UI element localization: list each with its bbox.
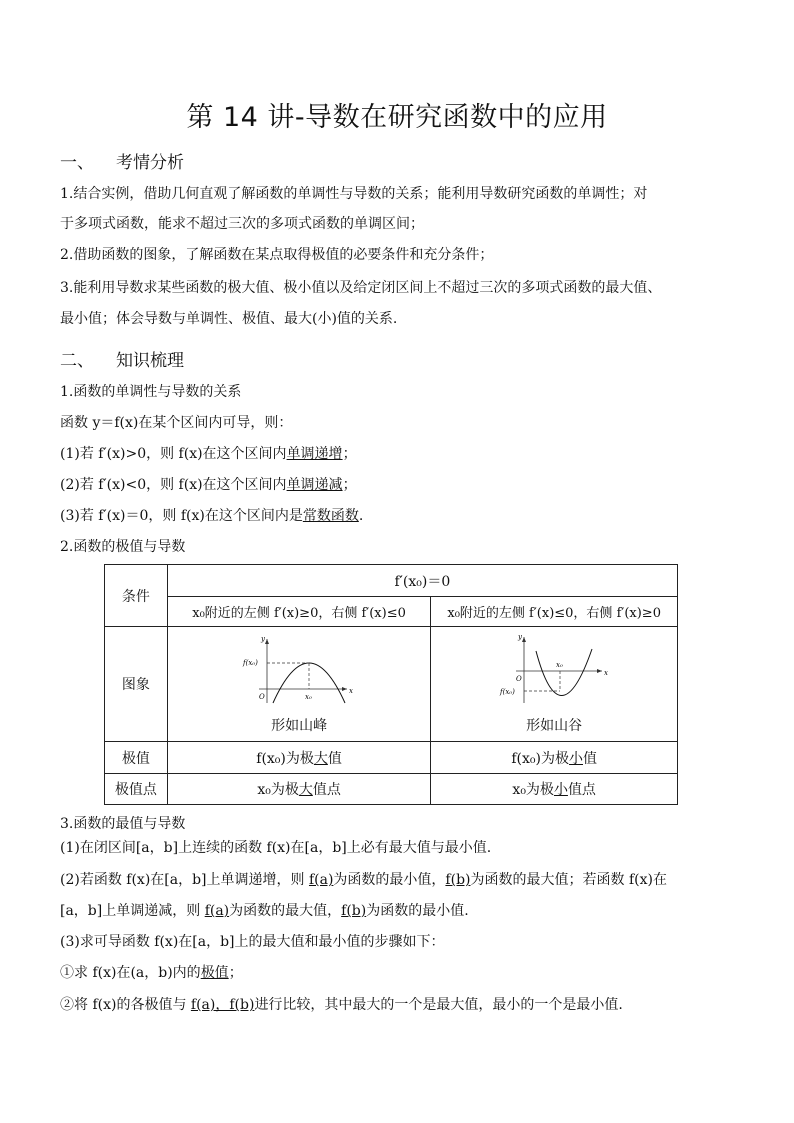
cell-text: f(x₀)为极 <box>511 750 569 767</box>
monotonic-item-3 <box>60 506 740 526</box>
cell-text: x₀为极 <box>257 782 299 798</box>
cell-answer: 大 <box>298 782 313 798</box>
item-answer: 单调递减 <box>286 477 343 493</box>
monotonic-item-1 <box>60 444 740 464</box>
subsection-title-extremum: 2.函数的极值与导数 <box>60 539 186 555</box>
x0-label: x₀ <box>305 693 312 701</box>
cell-text: 值 <box>582 750 597 767</box>
right-point <box>431 774 678 805</box>
line-text: ①求 f(x)在(a，b)内的 <box>60 965 201 981</box>
monotonic-item-2 <box>60 475 740 495</box>
condition-value: f′(x₀)＝0 <box>167 565 677 597</box>
section-heading-knowledge <box>60 346 184 371</box>
section-number: 一、 <box>60 153 94 173</box>
cell-text: 值点 <box>567 782 596 798</box>
fx0-label: f(x₀) <box>243 659 258 667</box>
line-text: 进行比较，其中最大的一个是最大值，最小的一个是最小值. <box>254 997 623 1013</box>
x-axis-arrow <box>597 669 602 673</box>
origin-label: O <box>259 693 265 701</box>
item-punct: ； <box>342 477 357 493</box>
left-point <box>167 774 431 805</box>
line-answer: f(a) <box>308 872 334 888</box>
item-punct: . <box>358 508 364 524</box>
x0-label: x₀ <box>556 661 563 669</box>
subsection-title-maxmin: 3.函数的最值与导数 <box>60 816 186 832</box>
item-text: (2)若 f′(x)<0，则 f(x)在这个区间内 <box>60 477 287 493</box>
valley-caption: 形如山谷 <box>526 718 583 734</box>
cell-text: 值点 <box>312 782 341 798</box>
valley-graph <box>484 631 624 711</box>
maxmin-line-5 <box>60 963 740 983</box>
analysis-line-3: 2.借助函数的图象，了解函数在某点取得极值的必要条件和充分条件； <box>60 247 494 263</box>
item-text: (3)若 f′(x)＝0，则 f(x)在这个区间内是 <box>60 508 303 524</box>
line-text: 为函数的最小值. <box>366 903 469 919</box>
line-text: (2)若函数 f(x)在[a，b]上单调递增，则 <box>60 872 309 888</box>
peak-graph-cell <box>167 627 431 742</box>
analysis-line-1: 1.结合实例，借助几何直观了解函数的单调性与导数的关系；能利用导数研究函数的单调性；对 <box>60 186 648 202</box>
cell-answer: 大 <box>313 750 328 767</box>
maxmin-line-2 <box>60 870 740 890</box>
page-title: 第 14 讲-导数在研究函数中的应用 <box>186 102 608 133</box>
line-answer: f(b) <box>341 903 367 919</box>
maxmin-line-3 <box>60 901 740 921</box>
line-answer: f(b) <box>445 872 471 888</box>
left-condition: x₀附近的左侧 f′(x)≥0，右侧 f′(x)≤0 <box>167 597 431 627</box>
section-number: 二、 <box>60 351 94 371</box>
valley-graph-cell <box>431 627 678 742</box>
origin-label: O <box>516 675 522 683</box>
y-label: y <box>518 633 523 641</box>
peak-caption: 形如山峰 <box>271 718 328 734</box>
line-text: 为函数的最大值， <box>229 903 342 919</box>
analysis-line-4: 3.能利用导数求某些函数的极大值、极小值以及给定闭区间上不超过三次的多项式函数的最大值、 <box>60 280 662 296</box>
analysis-line-2: 于多项式函数，能求不超过三次的多项式函数的单调区间； <box>60 216 424 232</box>
valley-curve <box>536 649 592 696</box>
extreme-label: 极值 <box>105 742 168 774</box>
item-answer: 常数函数 <box>302 508 359 524</box>
item-text: (1)若 f′(x)>0，则 f(x)在这个区间内 <box>60 446 287 462</box>
x-label: x <box>349 687 354 695</box>
cell-text: 值 <box>327 750 342 767</box>
cell-text: f(x₀)为极 <box>256 750 314 767</box>
item-punct: ； <box>342 446 357 462</box>
section-heading-analysis <box>60 148 184 173</box>
point-label: 极值点 <box>105 774 168 805</box>
analysis-line-5: 最小值；体会导数与单调性、极值、最大(小)值的关系. <box>60 311 398 327</box>
item-answer: 单调递增 <box>286 446 343 462</box>
line-text: [a，b]上单调递减，则 <box>60 903 205 919</box>
section-title: 考情分析 <box>116 153 184 173</box>
graph-label: 图象 <box>105 627 168 742</box>
maxmin-line-4: (3)求可导函数 f(x)在[a，b]上的最大值和最小值的步骤如下： <box>60 934 445 950</box>
maxmin-line-6 <box>60 995 740 1015</box>
line-answer: f(a)，f(b) <box>190 997 255 1013</box>
peak-graph <box>229 631 369 711</box>
line-answer: f(a) <box>204 903 230 919</box>
line-text: 为函数的最小值， <box>333 872 446 888</box>
monotonic-intro: 函数 y＝f(x)在某个区间内可导，则： <box>60 415 293 431</box>
x-axis-arrow <box>342 687 347 691</box>
right-extreme <box>431 742 678 774</box>
line-text: ②将 f(x)的各极值与 <box>60 997 191 1013</box>
y-axis-arrow <box>265 639 269 644</box>
y-label: y <box>261 635 266 643</box>
subsection-title-monotonic: 1.函数的单调性与导数的关系 <box>60 384 242 400</box>
cell-answer: 小 <box>568 750 583 767</box>
x-label: x <box>604 669 609 677</box>
line-text: ； <box>228 965 243 981</box>
line-answer: 极值 <box>200 965 229 981</box>
line-text: 为函数的最大值；若函数 f(x)在 <box>470 872 667 888</box>
y-axis-arrow <box>522 637 526 642</box>
cell-text: x₀为极 <box>512 782 554 798</box>
condition-label: 条件 <box>105 565 168 627</box>
cell-answer: 小 <box>553 782 568 798</box>
left-extreme <box>167 742 431 774</box>
fx0-label: f(x₀) <box>500 688 515 696</box>
section-title: 知识梳理 <box>116 351 184 371</box>
right-condition: x₀附近的左侧 f′(x)≤0，右侧 f′(x)≥0 <box>431 597 678 627</box>
extremum-table <box>104 564 678 805</box>
maxmin-line-1: (1)在闭区间[a，b]上连续的函数 f(x)在[a，b]上必有最大值与最小值. <box>60 840 492 856</box>
